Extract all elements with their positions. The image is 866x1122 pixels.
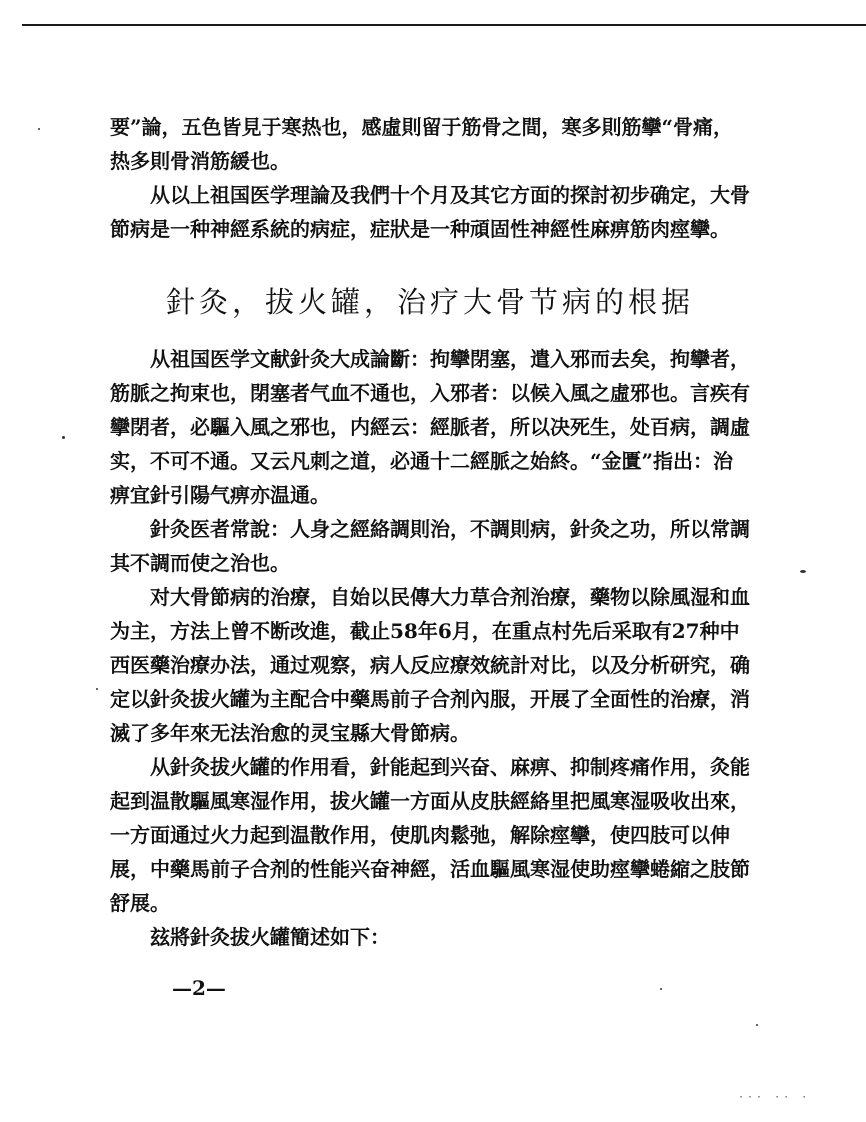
paragraph-conclusion: 从以上祖国医学理論及我們十个月及其它方面的探討初步确定，大骨節病是一种神經系統的病症，症狀是一种頑固性神經性麻痹筋肉痙攣。: [110, 183, 750, 241]
scan-speck: [96, 688, 98, 690]
paragraph-acupuncture-saying: 針灸医者常說：人身之經絡調則治，不調則病，針灸之功，所以常調其不調而使之治也。: [110, 517, 750, 575]
paragraph-outline-intro: 玆將針灸拔火罐簡述如下：: [150, 925, 390, 949]
paragraph-literature: 从祖国医学文献針灸大成論斷：拘攣閉塞，遣入邪而去矣，拘攣者，筋脈之拘束也，閉塞者气血不通也，入邪者：以候入風之虛邪也。言疾有攣閉者，必驅入風之邪也，内經云：經脈者，所以决死生，处百病，調虛实，不可不通。又云凡刺之道，必通十二經脈之始終。“金匱”指出：治痹宜針引陽气痹亦温通。: [110, 347, 750, 507]
scan-speck: [660, 988, 662, 990]
scan-noise: ··· ·· ·: [738, 1092, 811, 1103]
scan-speck: [38, 128, 40, 130]
scan-speck: [756, 1024, 758, 1026]
section-heading: 針灸，拔火罐，治疗大骨节病的根据: [165, 285, 694, 319]
scan-speck: [800, 570, 806, 573]
paragraph-continuation: 要”論，五色皆見于寒热也，感虛則留于筋骨之間，寒多則筋攣“骨痛，热多則骨消筋緩也。: [110, 115, 734, 173]
page-number: —2—: [172, 976, 226, 1000]
scan-speck: [62, 436, 65, 439]
document-page: [110, 110, 750, 1000]
top-border-line: [22, 24, 866, 26]
paragraph-treatment-history: 对大骨節病的治療，自始以民傳大力草合剂治療，藥物以除風湿和血为主，方法上曾不断改進，截止58年6月，在重点村先后采取有27种中西医藥治療办法，通过观察，病人反应療效統計对比，以及分析研究，确定以針灸拔火罐为主配合中藥馬前子合剂內服，开展了全面性的治療，消滅了多年來无法治愈的灵宝縣大骨節病。: [110, 585, 750, 745]
paragraph-mechanism: 从針灸拔火罐的作用看，針能起到兴奋、麻痹、抑制疼痛作用，灸能起到温散驅風寒湿作用，拔火罐一方面从皮肤經絡里把風寒湿吸收出來，一方面通过火力起到温散作用，使肌肉鬆弛，解除痙攣，使四肢可以伸展，中藥馬前子合剂的性能兴奋神經，活血驅風寒湿使助痙攣蜷縮之肢節舒展。: [110, 755, 750, 915]
